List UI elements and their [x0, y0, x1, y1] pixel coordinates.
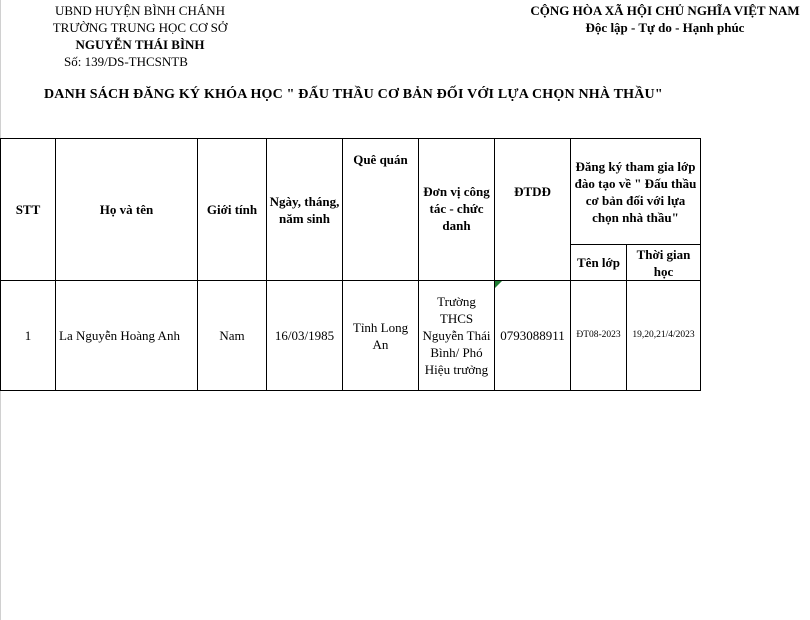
cell-hometown: Tỉnh Long An	[343, 281, 419, 391]
document-number: Số: 139/DS-THCSNTB	[64, 54, 188, 69]
national-motto: Độc lập - Tự do - Hạnh phúc	[585, 20, 745, 35]
header-date-of-birth: Ngày, tháng, năm sinh	[267, 139, 343, 281]
cell-gender: Nam	[198, 281, 267, 391]
document-title: DANH SÁCH ĐĂNG KÝ KHÓA HỌC " ĐẤU THẦU CƠ BẢN ĐỐI VỚI LỰA CHỌN NHÀ THẦU"	[44, 87, 663, 102]
cell-comment-marker	[495, 281, 502, 288]
district-name: UBND HUYỆN BÌNH CHÁNH	[54, 3, 226, 18]
school-type: TRƯỜNG TRUNG HỌC CƠ SỞ	[52, 20, 228, 35]
cell-study-time: 19,20,21/4/2023	[627, 281, 701, 391]
header-hometown: Quê quán	[343, 139, 419, 281]
national-title: CỘNG HÒA XÃ HỘI CHỦ NGHĨA VIỆT NAM	[530, 3, 800, 18]
cell-full-name: La Nguyễn Hoàng Anh	[56, 281, 198, 391]
school-name: NGUYỄN THÁI BÌNH	[75, 37, 205, 52]
cell-date-of-birth: 16/03/1985	[267, 281, 343, 391]
header-full-name: Họ và tên	[56, 139, 198, 281]
cell-work-unit: Trường THCS Nguyễn Thái Bình/ Phó Hiệu trưởng	[419, 281, 495, 391]
registration-table	[0, 138, 701, 391]
header-registration: Đăng ký tham gia lớp đào tạo về " Đấu thầu cơ bản đối với lựa chọn nhà thầu"	[571, 139, 701, 245]
cell-stt: 1	[1, 281, 56, 391]
organization-header	[40, 2, 240, 70]
cell-phone: 0793088911	[495, 281, 571, 391]
table-row	[1, 281, 701, 391]
header-gender: Giới tính	[198, 139, 267, 281]
header-work-unit: Đơn vị công tác - chức danh	[419, 139, 495, 281]
header-phone: ĐTDĐ	[495, 139, 571, 281]
header-study-time: Thời gian học	[627, 245, 701, 281]
national-header	[520, 2, 810, 36]
header-stt: STT	[1, 139, 56, 281]
header-class-name: Tên lớp	[571, 245, 627, 281]
cell-class-name: ĐT08-2023	[571, 281, 627, 391]
